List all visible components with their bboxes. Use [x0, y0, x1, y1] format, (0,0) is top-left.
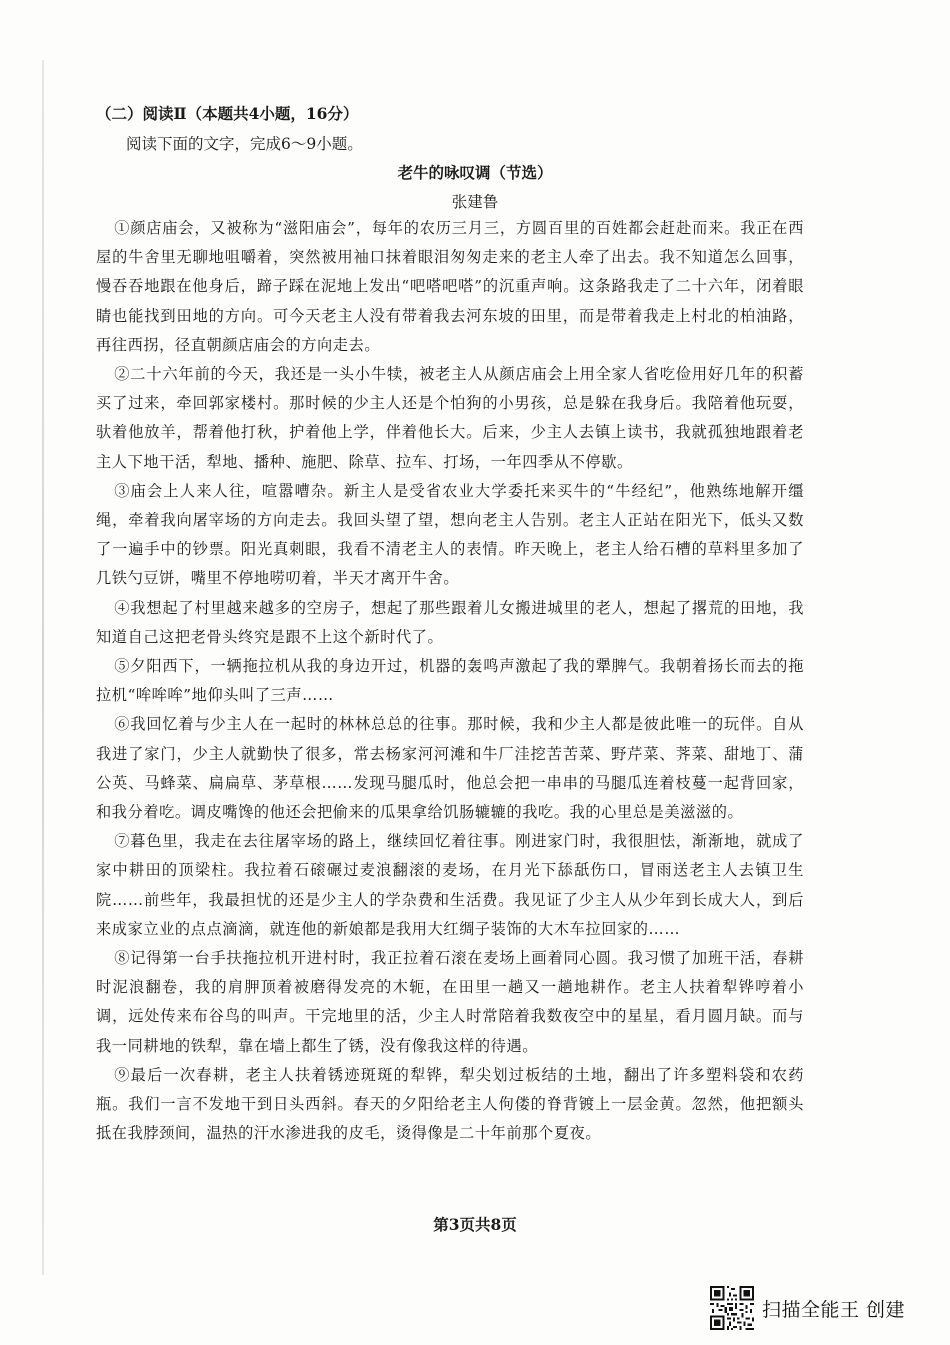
section-heading: （二）阅读Ⅱ（本题共4小题，16分）	[96, 104, 359, 123]
article-author: 张建鲁	[451, 193, 499, 211]
scan-edge-shadow	[42, 60, 44, 1275]
scanner-watermark	[710, 1286, 905, 1330]
paragraph-2: ②二十六年前的今天，我还是一头小牛犊，被老主人从颜店庙会上用全家人省吃俭用好几年的积蓄买了过来，牵回郭家楼村。那时候的少主人还是个怕狗的小男孩，总是躲在我身后。我陪着他玩耍，驮着他放羊，帮着他打秋，护着他上学，伴着他长大。后来，少主人去镇上读书，我就孤独地跟着老主人下地干活，犁地、播种、施肥、除草、拉车、打场，一年四季从不停歇。	[96, 365, 804, 471]
page-number: 第3页共8页	[433, 1215, 517, 1234]
paragraph-1: ①颜店庙会，又被称为“滋阳庙会”，每年的农历三月三，方圆百里的百姓都会赶赴而来。我正在西屋的牛舍里无聊地咀嚼着，突然被用袖口抹着眼泪匆匆走来的老主人牵了出去。我不知道怎么回事，慢吞吞地跟在他身后，蹄子踩在泥地上发出“吧嗒吧嗒”的沉重声响。这条路我走了二十六年，闭着眼睛也能找到田地的方向。可今天老主人没有带着我去河东坡的田里，而是带着我走上村北的柏油路，再往西拐，径直朝颜店庙会的方向走去。	[96, 219, 804, 354]
paragraph-5: ⑤夕阳西下，一辆拖拉机从我的身边开过，机器的轰鸣声激起了我的犟脾气。我朝着扬长而去的拖拉机“哞哞哞”地仰头叫了三声……	[96, 657, 804, 705]
paragraph-7: ⑦暮色里，我走在去往屠宰场的路上，继续回忆着往事。刚进家门时，我很胆怯，渐渐地，就成了家中耕田的顶梁柱。我拉着石磙碾过麦浪翻滚的麦场，在月光下舔舐伤口，冒雨送老主人去镇卫生院……前些年，我最担忧的还是少主人的学杂费和生活费。我见证了少主人从少年到长成大人，到后来成家立业的点点滴滴，就连他的新娘都是我用大红绸子装饰的大木车拉回家的……	[96, 832, 804, 938]
paragraph-8: ⑧记得第一台手扶拖拉机开进村时，我正拉着石滚在麦场上画着同心圆。我习惯了加班干活，春耕时泥浪翻卷，我的肩胛顶着被磨得发亮的木轭，在田里一趟又一趟地耕作。老主人扶着犁铧哼着小调，远处传来布谷鸟的叫声。干完地里的活，少主人时常陪着我数夜空中的星星，看月圆月缺。而与我一同耕地的铁犁，靠在墙上都生了锈，没有像我这样的待遇。	[96, 949, 804, 1055]
paragraph-9: ⑨最后一次春耕，老主人扶着锈迹斑斑的犁铧，犁尖划过板结的土地，翻出了许多塑料袋和农药瓶。我们一言不发地干到日头西斜。春天的夕阳给老主人佝偻的脊背镀上一层金黄。忽然，他把额头抵在我脖颈间，温热的汗水渗进我的皮毛，烫得像是二十年前那个夏夜。	[96, 1065, 804, 1143]
reading-instruction: 阅读下面的文字，完成6～9小题。	[126, 135, 363, 153]
paragraph-6: ⑥我回忆着与少主人在一起时的林林总总的往事。那时候，我和少主人都是彼此唯一的玩伴。自从我进了家门，少主人就勤快了很多，常去杨家河河滩和牛厂洼挖苦苦菜、野芹菜、荠菜、甜地丁、蒲公英、马蜂菜、扁扁草、茅草根……发现马腿瓜时，他总会把一串串的马腿瓜连着枝蔓一起背回家，和我分着吃。调皮嘴馋的他还会把偷来的瓜果拿给饥肠辘辘的我吃。我的心里总是美滋滋的。	[96, 715, 804, 822]
article-title: 老牛的咏叹调（节选）	[397, 163, 553, 182]
article-body	[96, 214, 804, 1149]
paragraph-4: ④我想起了村里越来越多的空房子，想起了那些跟着儿女搬进城里的老人，想起了撂荒的田地，我知道自己这把老骨头终究是跟不上这个新时代了。	[96, 598, 804, 646]
watermark-text: 扫描全能王 创建	[762, 1298, 906, 1321]
qr-code-icon	[710, 1286, 754, 1330]
paragraph-3: ③庙会上人来人往，喧嚣嘈杂。新主人是受省农业大学委托来买牛的“牛经纪”，他熟练地解开缰绳，牵着我向屠宰场的方向走去。我回头望了望，想向老主人告别。老主人正站在阳光下，低头又数了一遍手中的钞票。阳光真刺眼，我看不清老主人的表情。昨天晚上，老主人给石槽的草料里多加了几铁勺豆饼，嘴里不停地唠叨着，半天才离开牛舍。	[96, 481, 804, 588]
